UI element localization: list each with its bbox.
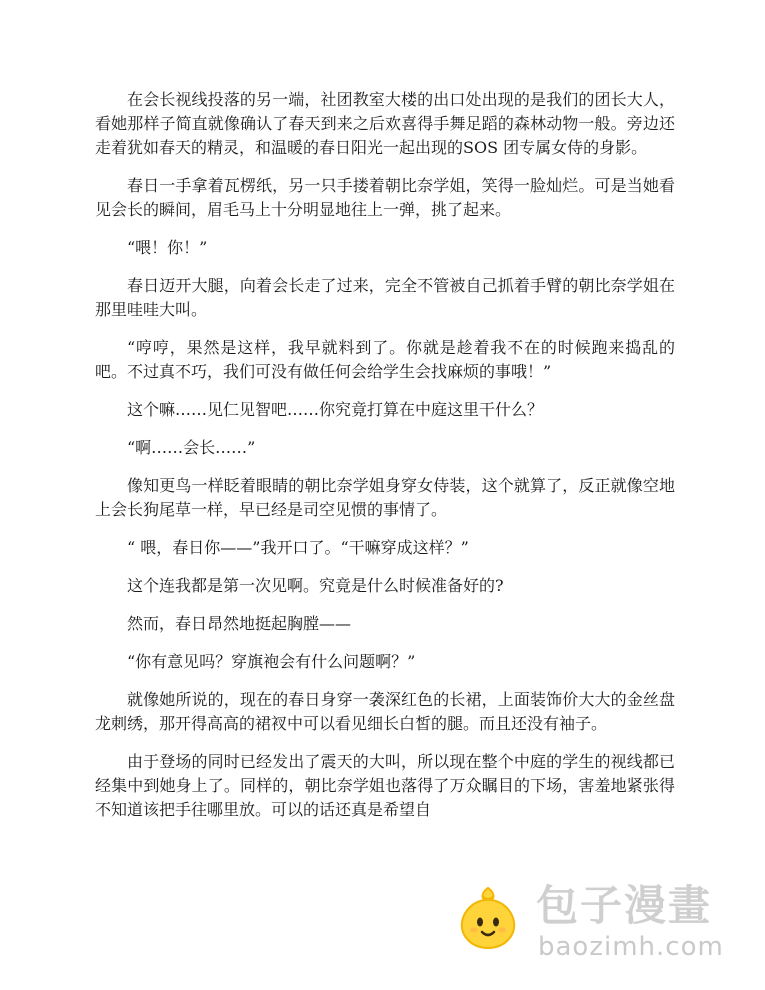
watermark-title: 包子漫畫 xyxy=(536,881,713,930)
paragraph: 然而，春日昂然地挺起胸膛—— xyxy=(127,614,352,633)
paragraph: 由于登场的同时已经发出了震天的大叫，所以现在整个中庭的学生的视线都已经集中到她身上了。同样的，朝比奈学姐也落得了万众瞩目的下场，害羞地紧张得不知道该把手往哪里放。可以的话还真是希望自 xyxy=(95,752,675,819)
paragraph: 在会长视线投落的另一端，社团教室大楼的出口处出现的是我们的团长大人，看她那样子简直就像确认了春天到来之后欢喜得手舞足蹈的森林动物一般。旁边还走着犹如春天的精灵，和温暖的春日阳光一起出现的SOS 团专属女侍的身影。 xyxy=(95,90,675,157)
paragraph: “喂！你！” xyxy=(127,238,208,257)
watermark-url: baozimh.com xyxy=(538,932,724,962)
paragraph: “你有意见吗？穿旗袍会有什么问题啊？” xyxy=(127,652,416,671)
paragraph: “哼哼，果然是这样，我早就料到了。你就是趁着我不在的时候跑来捣乱的吧。不过真不巧，我们可没有做任何会给学生会找麻烦的事哦！” xyxy=(95,338,675,381)
paragraph: 像知更鸟一样眨着眼睛的朝比奈学姐身穿女侍装，这个就算了，反正就像空地上会长狗尾草一样，早已经是司空见惯的事情了。 xyxy=(95,476,675,519)
paragraph: 春日迈开大腿，向着会长走了过来，完全不管被自己抓着手臂的朝比奈学姐在那里哇哇大叫。 xyxy=(95,276,675,319)
page-body xyxy=(95,88,675,836)
paragraph: 春日一手拿着瓦楞纸，另一只手搂着朝比奈学姐，笑得一脸灿烂。可是当她看见会长的瞬间，眉毛马上十分明显地往上一弹，挑了起来。 xyxy=(95,176,675,219)
paragraph: “啊……会长……” xyxy=(127,438,256,457)
paragraph: 这个连我都是第一次见啊。究竟是什么时候准备好的? xyxy=(127,576,504,595)
paragraph: 就像她所说的，现在的春日身穿一袭深红色的长裙，上面装饰价大大的金丝盘龙刺绣，那开得高高的裙衩中可以看见细长白皙的腿。而且还没有袖子。 xyxy=(95,690,675,733)
watermark xyxy=(452,880,752,970)
paragraph: 这个嘛……见仁见智吧……你究竟打算在中庭这里干什么？ xyxy=(127,400,544,419)
paragraph: “ 喂，春日你——”我开口了。“干嘛穿成这样？” xyxy=(127,538,469,557)
bun-mascot-icon xyxy=(452,882,524,954)
